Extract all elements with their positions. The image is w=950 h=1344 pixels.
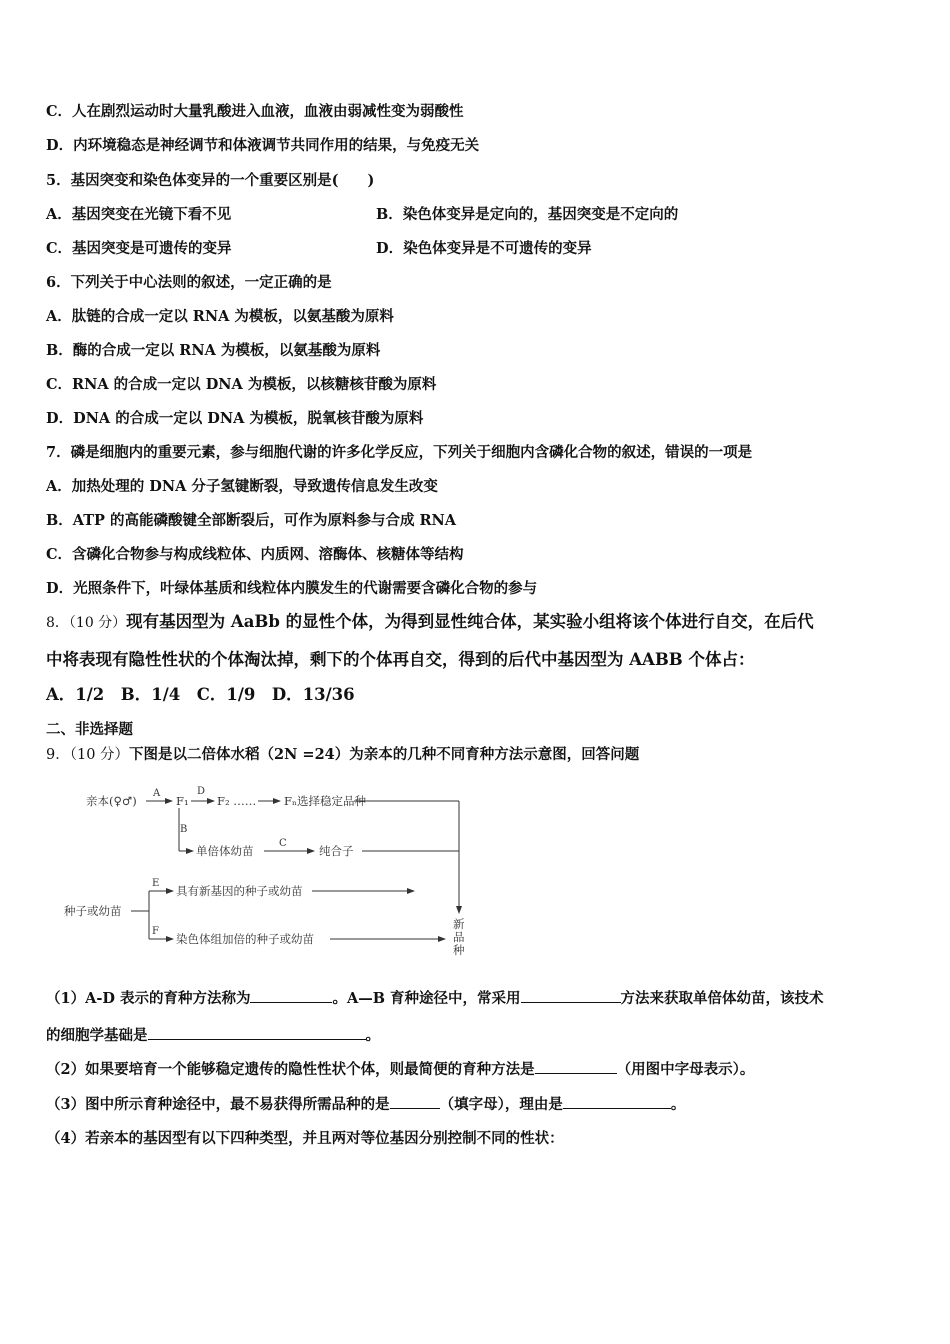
label-seed: 种子或幼苗 <box>64 904 122 918</box>
q6-stem: 6．下列关于中心法则的叙述，一定正确的是 <box>46 274 332 291</box>
q9-blank-5[interactable] <box>390 1094 440 1109</box>
label-c: C <box>279 838 287 849</box>
q7-option-a: A．加热处理的 DNA 分子氢键断裂，导致遗传信息发生改变 <box>46 478 438 495</box>
q4-option-d: D．内环境稳态是神经调节和体液调节共同作用的结果，与免疫无关 <box>46 137 480 154</box>
q9-part1-text-c: 方法来获取单倍体幼苗，该技术 <box>620 990 824 1007</box>
label-d: D <box>197 786 206 797</box>
label-new-variety-3: 种 <box>453 943 465 957</box>
q8-options: A．1/2 B．1/4 C．1/9 D．13/36 <box>46 685 355 704</box>
q8-stem-line2: 中将表现有隐性性状的个体淘汰掉，剩下的个体再自交，得到的后代中基因型为 AABB 个体占： <box>46 650 755 669</box>
q6-option-d: D．DNA 的合成一定以 DNA 为模板，脱氧核苷酸为原料 <box>46 410 424 427</box>
q9-part2-text-a: （2）如果要培育一个能够稳定遗传的隐性性状个体，则最简便的育种方法是 <box>46 1061 535 1078</box>
q9-blank-6[interactable] <box>563 1094 671 1109</box>
q9-part3 <box>46 1094 685 1115</box>
q7-stem: 7．磷是细胞内的重要元素，参与细胞代谢的许多化学反应，下列关于细胞内含磷化合物的叙述，错误的一项是 <box>46 444 753 461</box>
q8-number: 8．（10 分） <box>46 615 127 631</box>
q9-part1-text-e: 。 <box>365 1027 380 1044</box>
label-f2: F₂ …… <box>217 794 257 808</box>
label-new-variety-1: 新 <box>453 917 465 931</box>
label-f1: F₁ <box>176 794 189 808</box>
label-pure: 纯合子 <box>319 844 354 858</box>
q7-option-b: B．ATP 的高能磷酸键全部断裂后，可作为原料参与合成 RNA <box>46 512 457 529</box>
q9-part3-text-a: （3）图中所示育种途径中，最不易获得所需品种的是 <box>46 1096 390 1113</box>
q9-part3-text-c: 。 <box>670 1096 686 1113</box>
q5-option-a: A．基因突变在光镜下看不见 <box>46 206 232 223</box>
label-f: F <box>152 926 159 937</box>
label-b: B <box>180 824 188 835</box>
q6-option-b: B．酶的合成一定以 RNA 为模板，以氨基酸为原料 <box>46 342 381 359</box>
label-haploid: 单倍体幼苗 <box>196 844 254 858</box>
q5-option-b: B．染色体变异是定向的，基因突变是不定向的 <box>376 206 679 223</box>
q9-number: 9．（10 分） <box>46 747 130 763</box>
q9-part2-text-b: （用图中字母表示）。 <box>616 1061 755 1078</box>
q9-part1-text-a: （1）A-D 表示的育种方法称为 <box>46 990 251 1007</box>
q7-option-d: D．光照条件下，叶绿体基质和线粒体内膜发生的代谢需要含磷化合物的参与 <box>46 580 538 597</box>
q9-part1-line1 <box>46 988 824 1009</box>
label-newgene: 具有新基因的种子或幼苗 <box>176 884 303 898</box>
label-parent: 亲本(♀♂) <box>86 794 137 808</box>
q9-blank-1[interactable] <box>250 988 332 1003</box>
q9-header <box>46 745 639 765</box>
q9-part3-text-b: （填字母），理由是 <box>439 1096 563 1113</box>
q9-blank-4[interactable] <box>535 1059 617 1074</box>
section-title: 二、非选择题 <box>46 721 133 738</box>
q9-part1-line2 <box>46 1025 380 1046</box>
q6-option-a: A．肽链的合成一定以 RNA 为模板，以氨基酸为原料 <box>46 308 394 325</box>
label-new-variety-2: 品 <box>453 930 465 944</box>
q9-blank-2[interactable] <box>521 988 621 1003</box>
label-fn: Fₙ选择稳定品种 <box>284 794 366 808</box>
breeding-diagram <box>0 775 950 965</box>
q9-part2 <box>46 1059 754 1080</box>
q7-option-c: C．含磷化合物参与构成线粒体、内质网、溶酶体、核糖体等结构 <box>46 546 464 563</box>
q9-part4: （4）若亲本的基因型有以下四种类型，并且两对等位基因分别控制不同的性状： <box>46 1130 564 1147</box>
q8-stem-line1: 现有基因型为 AaBb 的显性个体，为得到显性纯合体，某实验小组将该个体进行自交，在后代 <box>126 612 814 631</box>
q5-option-c: C．基因突变是可遗传的变异 <box>46 240 232 257</box>
q9-part1-text-d: 的细胞学基础是 <box>46 1027 148 1044</box>
q8-line1 <box>46 612 814 633</box>
q9-blank-3[interactable] <box>148 1025 366 1040</box>
q9-part1-text-b: 。A—B 育种途径中，常采用 <box>332 990 521 1007</box>
q4-option-c: C．人在剧烈运动时大量乳酸进入血液，血液由弱减性变为弱酸性 <box>46 103 464 120</box>
q9-stem: 下图是以二倍体水稻（2N =24）为亲本的几种不同育种方法示意图，回答问题 <box>129 746 640 763</box>
label-e: E <box>152 878 160 889</box>
q6-option-c: C．RNA 的合成一定以 DNA 为模板，以核糖核苷酸为原料 <box>46 376 437 393</box>
label-a: A <box>153 788 161 799</box>
q5-stem: 5．基因突变和染色体变异的一个重要区别是( ) <box>46 172 375 189</box>
q5-option-d: D．染色体变异是不可遗传的变异 <box>376 240 592 257</box>
label-doubled: 染色体组加倍的种子或幼苗 <box>176 932 314 946</box>
